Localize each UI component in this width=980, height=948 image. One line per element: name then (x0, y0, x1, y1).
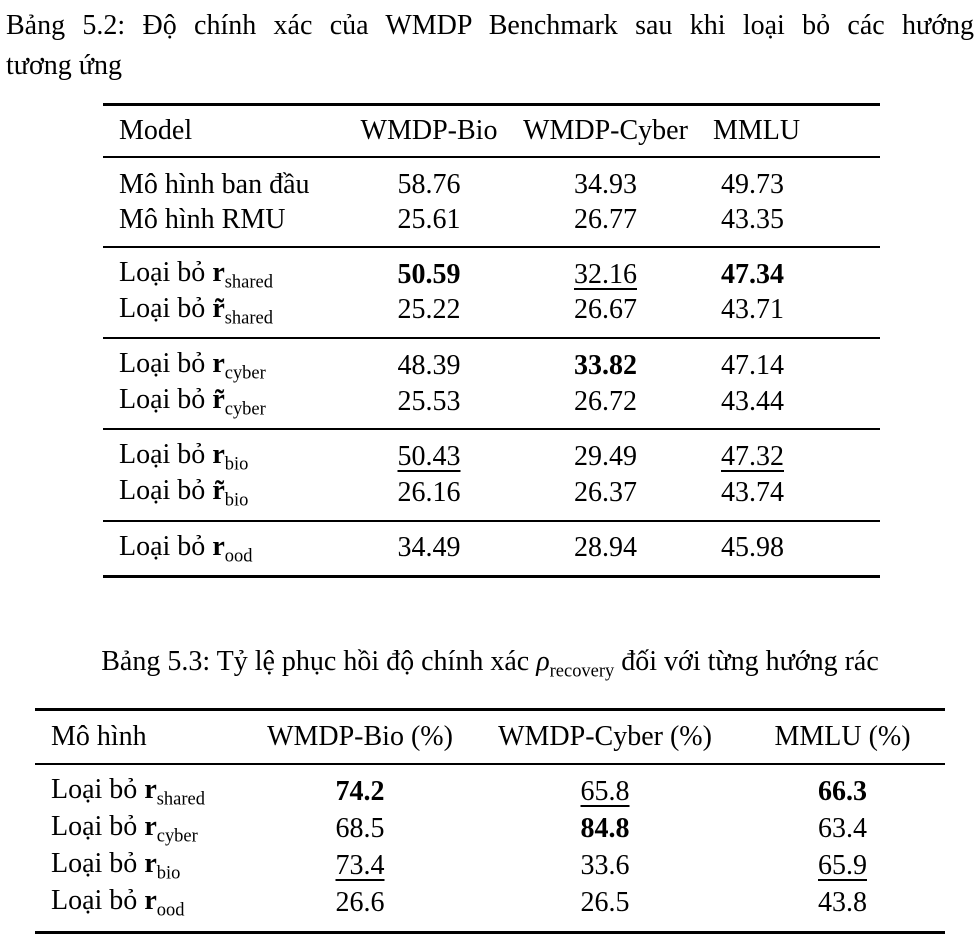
table-row (103, 384, 880, 430)
caption-text-after: đối với từng hướng rác (621, 646, 879, 678)
direction-symbol: r (144, 811, 157, 843)
value: 50.59 (397, 258, 461, 290)
value: 66.3 (818, 776, 867, 808)
caption-line-1: Bảng 5.2: Độ chính xác của WMDP Benchmark sau khi loại bỏ các hướng (6, 10, 974, 41)
table-row (103, 247, 880, 293)
table-row (103, 202, 880, 247)
value: 84.8 (580, 813, 630, 845)
label-text: Loại bỏ (51, 848, 138, 880)
table-row (103, 475, 880, 521)
value: 26.37 (574, 476, 637, 508)
table-row (103, 521, 880, 577)
value: 43.35 (721, 203, 784, 235)
row-group (103, 521, 880, 577)
table-row (35, 848, 945, 885)
cell-wmdp-cyber (470, 811, 740, 848)
label-text: Loại bỏ (51, 885, 138, 917)
cell-wmdp-bio (360, 384, 498, 430)
row-group (103, 157, 880, 247)
value: 26.5 (580, 887, 630, 919)
row-label (103, 338, 360, 384)
value: 26.16 (397, 476, 461, 508)
row-group (103, 338, 880, 429)
label-text: Loại bỏ (119, 348, 206, 380)
direction-subscript: bio (224, 489, 249, 510)
row-label (103, 247, 360, 293)
table-5-3-header (35, 709, 945, 764)
direction-subscript: ood (224, 545, 253, 566)
cell-wmdp-bio (360, 338, 498, 384)
value: 25.61 (397, 203, 461, 235)
column-header-wmdp-bio: WMDP-Bio (%) (267, 720, 453, 752)
cell-mmlu (713, 157, 880, 202)
cell-wmdp-bio (250, 811, 470, 848)
value: 33.6 (580, 850, 630, 882)
cell-wmdp-cyber (498, 293, 713, 339)
direction-symbol: r (144, 774, 157, 806)
direction-symbol: r (212, 257, 225, 288)
cell-wmdp-bio (360, 475, 498, 521)
cell-wmdp-bio (250, 848, 470, 885)
value: 74.2 (335, 776, 385, 808)
value: 25.53 (397, 385, 461, 417)
row-label (103, 157, 360, 202)
label-text: Loại bỏ (51, 774, 138, 806)
row-group (35, 764, 945, 933)
column-header-wmdp-cyber: WMDP-Cyber (%) (498, 720, 712, 752)
label-text: Loại bỏ (119, 383, 206, 415)
direction-subscript: bio (156, 863, 181, 884)
table-row (103, 338, 880, 384)
value: 49.73 (721, 168, 784, 200)
cell-wmdp-cyber (498, 247, 713, 293)
cell-mmlu (713, 338, 880, 384)
direction-symbol: r (144, 848, 157, 880)
cell-wmdp-cyber (498, 429, 713, 475)
row-label (103, 475, 360, 521)
table-row (103, 293, 880, 339)
direction-subscript: cyber (224, 362, 266, 383)
row-label (103, 521, 360, 577)
cell-wmdp-bio (360, 293, 498, 339)
direction-symbol: r (212, 439, 225, 471)
value: 29.49 (574, 441, 637, 473)
value: 43.44 (721, 385, 784, 417)
label-text: Loại bỏ (119, 530, 206, 562)
row-group (103, 247, 880, 338)
row-label (35, 885, 250, 933)
direction-symbol: r (144, 885, 157, 917)
column-header-mmlu: MMLU (713, 115, 801, 146)
table-row (35, 811, 945, 848)
table-row (35, 885, 945, 933)
column-header-wmdp-cyber: WMDP-Cyber (523, 115, 688, 146)
direction-subscript: ood (156, 900, 185, 921)
value: 68.5 (335, 813, 385, 845)
row-label (103, 429, 360, 475)
caption-text-before: Bảng 5.3: Tỷ lệ phục hồi độ chính xác (101, 646, 530, 678)
value: 26.72 (574, 385, 637, 417)
value: 47.32 (721, 441, 784, 473)
direction-symbol: r (212, 530, 225, 562)
value: 26.6 (335, 887, 385, 919)
column-header-wmdp-bio: WMDP-Bio (360, 115, 498, 146)
cell-wmdp-cyber (498, 157, 713, 202)
rho-symbol: ρ (536, 646, 550, 678)
label-text: Loại bỏ (119, 257, 206, 288)
direction-symbol: r (212, 348, 225, 380)
cell-mmlu (740, 764, 945, 811)
table-5-3 (35, 708, 945, 934)
cell-wmdp-cyber (498, 521, 713, 577)
cell-wmdp-cyber (498, 202, 713, 247)
cell-wmdp-bio (360, 202, 498, 247)
row-label (103, 293, 360, 339)
direction-subscript: cyber (224, 398, 266, 419)
value: 65.8 (580, 776, 630, 808)
value: 43.8 (818, 887, 867, 919)
label-text: Loại bỏ (119, 474, 206, 506)
rho-subscript: recovery (549, 660, 615, 681)
cell-mmlu (713, 521, 880, 577)
label-text: Mô hình ban đầu (119, 168, 310, 200)
cell-wmdp-cyber (498, 475, 713, 521)
value: 47.14 (721, 349, 784, 381)
row-group (103, 429, 880, 520)
cell-mmlu (713, 293, 880, 339)
column-header-mmlu: MMLU (%) (774, 720, 911, 752)
table-row (35, 764, 945, 811)
cell-wmdp-bio (360, 429, 498, 475)
value: 43.74 (721, 476, 784, 508)
value: 32.16 (574, 258, 637, 290)
row-label (35, 848, 250, 885)
cell-wmdp-cyber (498, 384, 713, 430)
row-label (35, 764, 250, 811)
column-header-mo-hinh: Mô hình (51, 720, 147, 752)
cell-mmlu (713, 247, 880, 293)
page (0, 6, 980, 948)
label-text: Loại bỏ (119, 439, 206, 471)
value: 43.71 (721, 294, 784, 326)
direction-subscript: cyber (156, 826, 198, 847)
row-label (103, 202, 360, 247)
cell-wmdp-cyber (498, 338, 713, 384)
cell-mmlu (740, 811, 945, 848)
label-text: Loại bỏ (119, 292, 206, 324)
direction-symbol: r̃ (212, 383, 225, 415)
table-row (103, 429, 880, 475)
value: 63.4 (818, 813, 867, 845)
cell-wmdp-cyber (470, 764, 740, 811)
value: 26.67 (574, 294, 637, 326)
label-text: Mô hình RMU (119, 203, 286, 235)
direction-subscript: shared (156, 789, 205, 810)
direction-subscript: shared (224, 271, 273, 292)
table-row (103, 157, 880, 202)
cell-mmlu (740, 885, 945, 933)
header-row (103, 105, 880, 158)
table-5-2 (103, 103, 880, 578)
value: 28.94 (574, 532, 637, 564)
table-5-2-header (103, 105, 880, 158)
cell-mmlu (713, 475, 880, 521)
value: 58.76 (397, 168, 461, 200)
header-row (35, 709, 945, 764)
value: 34.93 (574, 168, 637, 200)
column-header-model: Model (119, 115, 193, 146)
value: 47.34 (721, 258, 784, 290)
cell-mmlu (740, 848, 945, 885)
caption-line-2: tương ứng (6, 50, 122, 81)
cell-mmlu (713, 429, 880, 475)
direction-subscript: shared (224, 307, 273, 328)
table-5-3-caption (0, 646, 980, 682)
cell-wmdp-bio (360, 521, 498, 577)
value: 45.98 (721, 532, 784, 564)
cell-mmlu (713, 202, 880, 247)
direction-symbol: r̃ (212, 474, 225, 506)
cell-wmdp-cyber (470, 885, 740, 933)
value: 73.4 (335, 850, 385, 882)
row-label (103, 384, 360, 430)
cell-wmdp-bio (250, 885, 470, 933)
value: 34.49 (397, 532, 461, 564)
cell-wmdp-bio (360, 247, 498, 293)
value: 33.82 (574, 349, 637, 381)
table-5-2-caption (6, 6, 974, 86)
cell-wmdp-bio (360, 157, 498, 202)
value: 25.22 (397, 294, 461, 326)
value: 26.77 (574, 203, 637, 235)
cell-mmlu (713, 384, 880, 430)
row-label (35, 811, 250, 848)
value: 50.43 (397, 441, 461, 473)
direction-symbol: r̃ (212, 292, 225, 324)
label-text: Loại bỏ (51, 811, 138, 843)
direction-subscript: bio (224, 453, 249, 474)
value: 65.9 (818, 850, 867, 882)
value: 48.39 (397, 349, 461, 381)
cell-wmdp-bio (250, 764, 470, 811)
cell-wmdp-cyber (470, 848, 740, 885)
